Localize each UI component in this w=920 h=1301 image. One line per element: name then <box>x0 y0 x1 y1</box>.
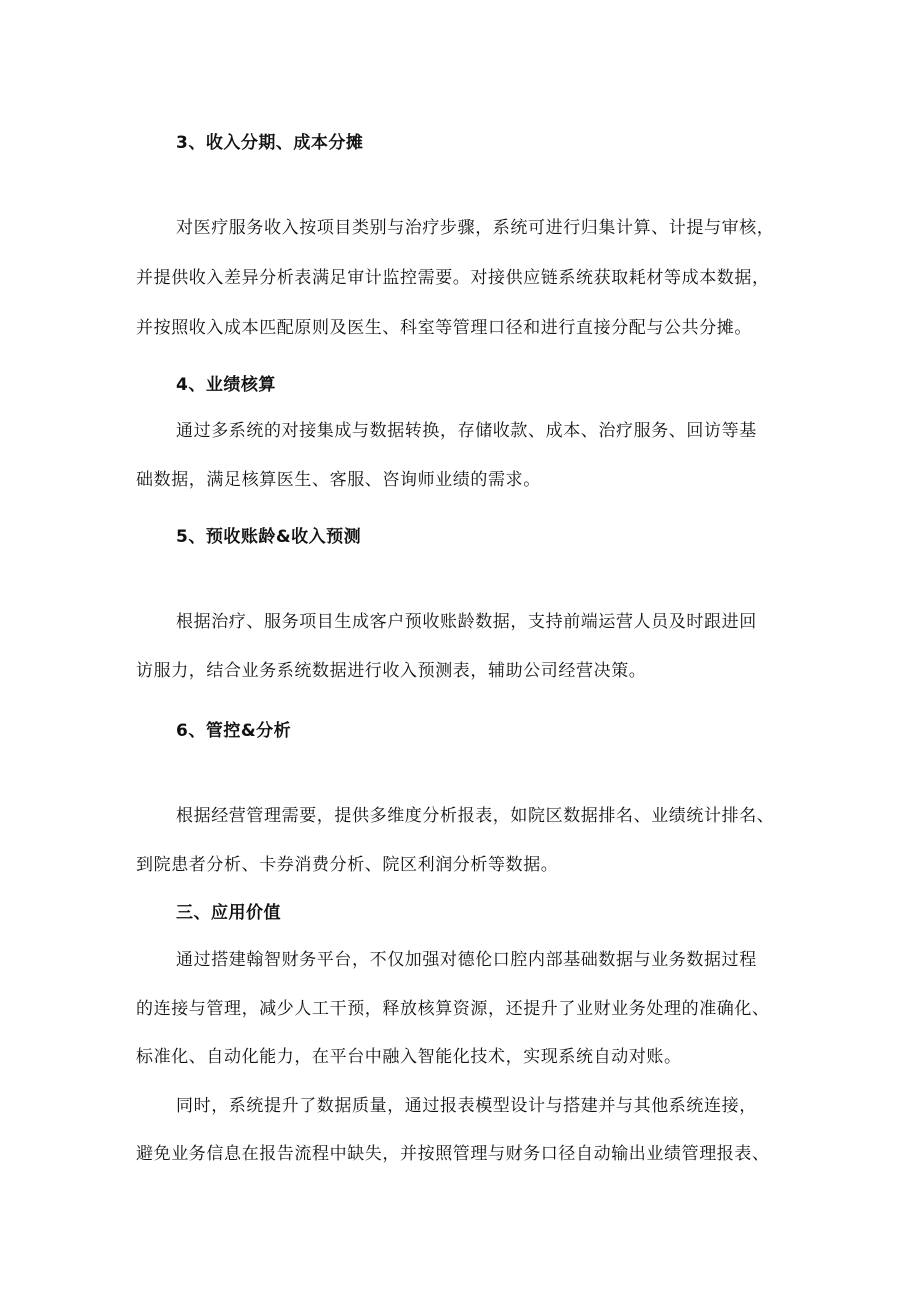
section-heading-application-value: 三、应用价值 <box>176 903 281 923</box>
paragraph-line: 同时，系统提升了数据质量，通过报表模型设计与搭建并与其他系统连接， <box>176 1096 757 1116</box>
paragraph-line: 标准化、自动化能力，在平台中融入智能化技术，实现系统自动对账。 <box>136 1047 682 1067</box>
paragraph-line: 通过多系统的对接集成与数据转换，存储收款、成本、治疗服务、回访等基 <box>176 421 757 441</box>
paragraph-line: 到院患者分析、卡券消费分析、院区利润分析等数据。 <box>136 855 559 875</box>
paragraph-line: 根据治疗、服务项目生成客户预收账龄数据，支持前端运营人员及时跟进回 <box>176 612 757 632</box>
section-heading-4: 4、业绩核算 <box>176 375 276 395</box>
section-heading-6: 6、管控&分析 <box>176 721 292 741</box>
section-heading-5: 5、预收账龄&收入预测 <box>176 527 362 547</box>
paragraph-line: 访服力，结合业务系统数据进行收入预测表，辅助公司经营决策。 <box>136 661 647 681</box>
paragraph-line: 并提供收入差异分析表满足审计监控需要。对接供应链系统获取耗材等成本数据， <box>136 268 770 288</box>
paragraph-line: 根据经营管理需要，提供多维度分析报表，如院区数据排名、业绩统计排名、 <box>176 806 775 826</box>
paragraph-line: 的连接与管理，减少人工干预，释放核算资源，还提升了业财业务处理的准确化、 <box>136 999 770 1019</box>
paragraph-line: 通过搭建翰智财务平台，不仅加强对德伦口腔内部基础数据与业务数据过程 <box>176 950 757 970</box>
paragraph-line: 并按照收入成本匹配原则及医生、科室等管理口径和进行直接分配与公共分摊。 <box>136 318 752 338</box>
paragraph-line: 避免业务信息在报告流程中缺失，并按照管理与财务口径自动输出业绩管理报表、 <box>136 1144 770 1164</box>
paragraph-line: 对医疗服务收入按项目类别与治疗步骤，系统可进行归集计算、计提与审核， <box>176 218 775 238</box>
section-heading-3: 3、收入分期、成本分摊 <box>176 133 364 153</box>
paragraph-line: 础数据，满足核算医生、客服、咨询师业绩的需求。 <box>136 470 541 490</box>
